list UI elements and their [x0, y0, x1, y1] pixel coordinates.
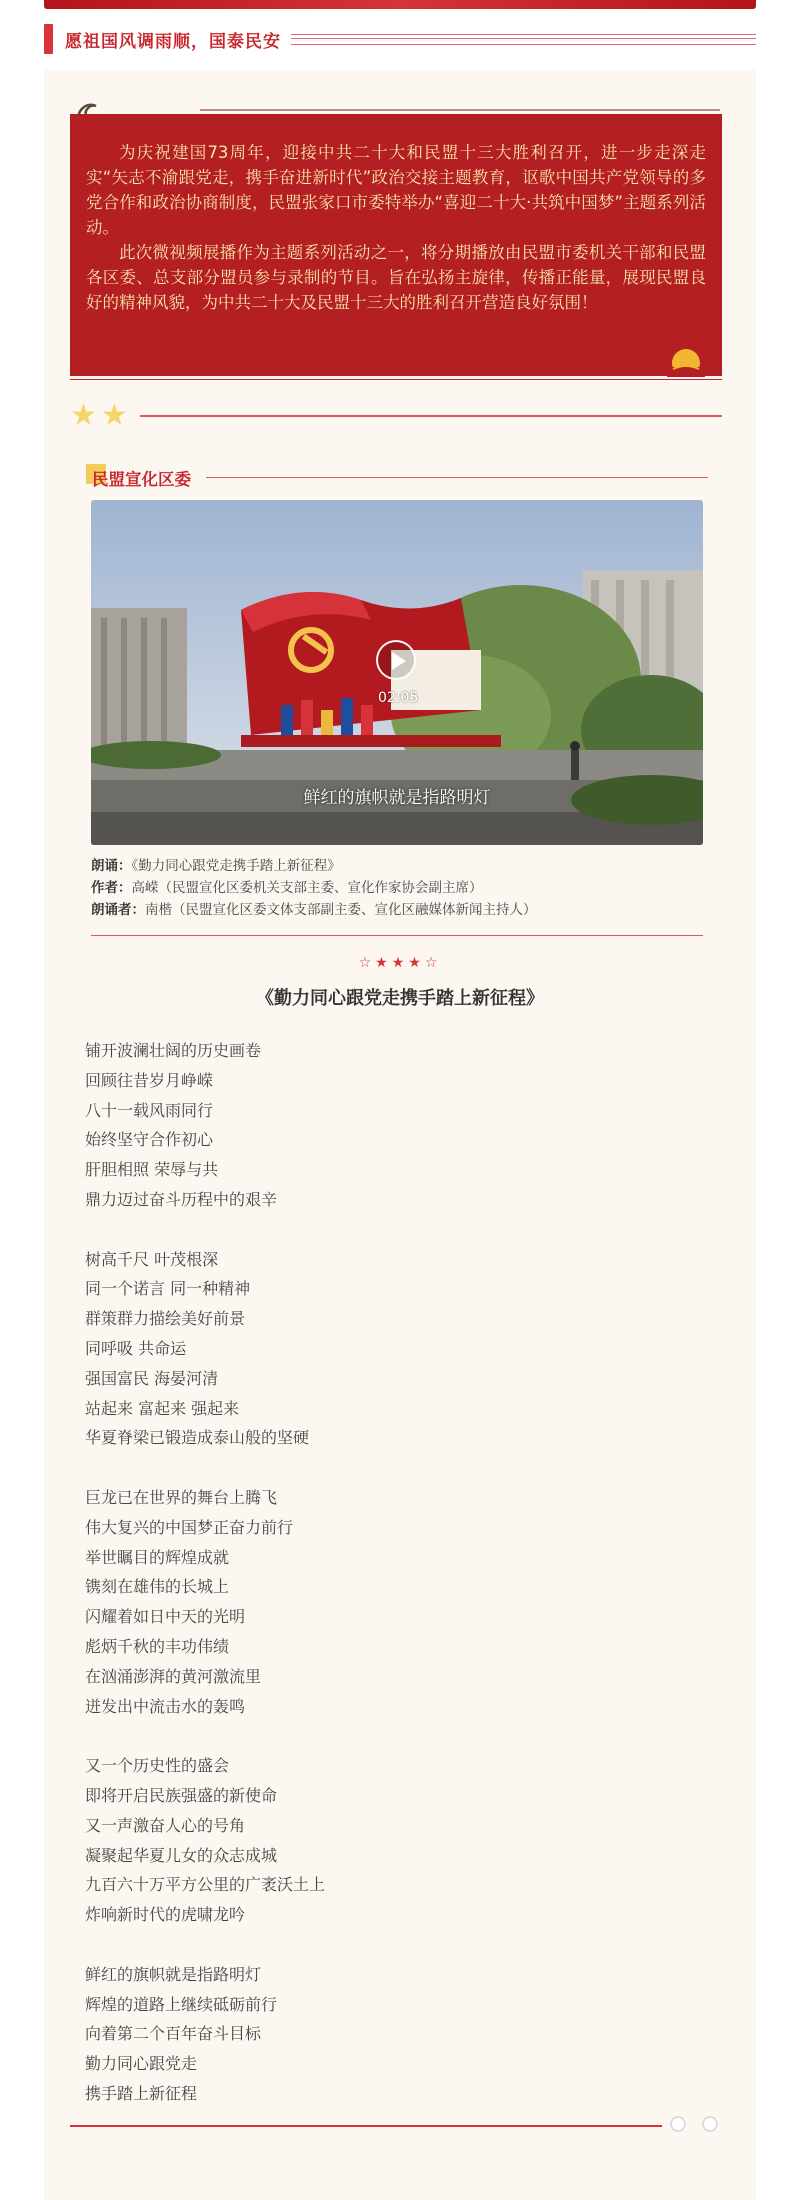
section-heading	[86, 462, 708, 492]
section-label: 民盟宣化区委	[92, 470, 191, 489]
poem-line: 九百六十万平方公里的广袤沃土上	[85, 1875, 326, 1895]
footer-line	[70, 2125, 662, 2127]
poem-line: 伟大复兴的中国梦正奋力前行	[85, 1517, 294, 1537]
stars-divider	[70, 398, 722, 433]
star-rating	[0, 955, 800, 971]
poem-line: 辉煌的道路上继续砥砺前行	[85, 1994, 278, 2014]
poem-line: 树高千尺 叶茂根深	[85, 1249, 219, 1269]
poem-line: 携手踏上新征程	[85, 2083, 198, 2103]
credits-divider	[91, 935, 703, 936]
header-decoration-lines	[291, 34, 756, 45]
footer	[70, 2114, 722, 2136]
intro-box	[70, 114, 722, 376]
star-icon: ★	[70, 398, 97, 433]
video-duration: 02:05	[378, 690, 419, 706]
poem-line: 铺开波澜壮阔的历史画卷	[85, 1041, 262, 1060]
credit-recite-value: 《勤力同心跟党走携手踏上新征程》	[131, 858, 341, 874]
intro-paragraph-2: 此次微视频展播作为主题系列活动之一，将分期播放由民盟市委机关干部和民盟各区委、总支部分盟员参与录制的节目。旨在弘扬主旋律，传播正能量，展现民盟良好的精神风貌，为中共二十大及民盟十三大的胜利召开营造良好氛围！	[86, 243, 706, 312]
poem-line: 同一个诺言 同一种精神	[85, 1279, 251, 1299]
stanza-gap	[85, 1930, 685, 1960]
poem-line: 凝聚起华夏儿女的众志成城	[85, 1845, 278, 1865]
stanza-gap	[85, 1215, 685, 1245]
star-filled-icons: ★★★	[375, 955, 425, 971]
top-banner	[44, 0, 756, 9]
poem-line: 又一声激奋人心的号角	[85, 1815, 246, 1835]
poem-body	[85, 1036, 685, 2109]
poem-line: 镌刻在雄伟的长城上	[85, 1577, 230, 1597]
header-bar	[44, 24, 756, 54]
poem-line: 闪耀着如日中天的光明	[85, 1607, 246, 1627]
star-icon: ★	[100, 398, 128, 433]
poem-line: 强国富民 海晏河清	[85, 1368, 219, 1388]
poem-line: 勤力同心跟党走	[85, 2054, 198, 2074]
poem-line: 在汹涌澎湃的黄河激流里	[85, 1666, 262, 1686]
poem-line: 又一个历史性的盛会	[85, 1756, 230, 1776]
video-subtitle: 鲜红的旗帜就是指路明灯	[303, 788, 491, 808]
poem-line: 即将开启民族强盛的新使命	[85, 1785, 278, 1805]
credit-author-key: 作者：	[91, 880, 132, 896]
poem-line: 巨龙已在世界的舞台上腾飞	[85, 1487, 278, 1507]
poem-line: 始终坚守合作初心	[85, 1130, 214, 1150]
intro-underline	[70, 379, 722, 380]
intro-paragraph-1: 为庆祝建国73周年，迎接中共二十大和民盟十三大胜利召开，进一步走深走实“矢志不渝跟党走，携手奋进新时代”政治交接主题教育，讴歌中国共产党领导的多党合作和政治协商制度，民盟张家口市委特举办“喜迎二十大·共筑中国梦”主题系列活动。	[86, 143, 706, 237]
sun-icon	[667, 345, 705, 377]
credit-author	[91, 877, 711, 899]
poem-line: 回顾往昔岁月峥嵘	[85, 1070, 214, 1090]
poem-line: 举世瞩目的辉煌成就	[85, 1547, 230, 1567]
credit-reader	[91, 899, 711, 921]
star-outline-icon: ☆	[358, 955, 376, 971]
poem-line: 华夏脊梁已锻造成泰山般的坚硬	[85, 1428, 310, 1448]
intro-top-line	[200, 109, 720, 111]
poem-line: 站起来 富起来 强起来	[85, 1398, 240, 1418]
credit-reader-value: 南楷（民盟宣化区委文体支部副主委、宣化区融媒体新闻主持人）	[145, 902, 537, 918]
credit-recite	[91, 855, 711, 877]
play-icon[interactable]	[376, 640, 416, 680]
poem-line: 群策群力描绘美好前景	[85, 1309, 246, 1329]
poem-line: 八十一载风雨同行	[85, 1100, 214, 1120]
circle-icon	[670, 2116, 686, 2132]
poem-line: 鼎力迈过奋斗历程中的艰辛	[85, 1189, 278, 1209]
circle-icon	[702, 2116, 718, 2132]
stanza-gap	[85, 1721, 685, 1751]
poem-line: 向着第二个百年奋斗目标	[85, 2024, 262, 2044]
credits	[91, 855, 711, 921]
poem-line: 彪炳千秋的丰功伟绩	[85, 1636, 230, 1656]
credit-reader-key: 朗诵者：	[91, 902, 145, 918]
poem-line: 肝胆相照 荣辱与共	[85, 1160, 219, 1180]
section-line	[206, 477, 708, 478]
video-player[interactable]	[91, 500, 703, 845]
poem-title: 《勤力同心跟党走携手踏上新征程》	[256, 988, 544, 1009]
stanza-gap	[85, 1453, 685, 1483]
header-title: 愿祖国风调雨顺，国泰民安	[65, 31, 281, 52]
divider-line	[140, 415, 722, 417]
star-outline-icon: ☆	[424, 955, 442, 971]
poem-line: 同呼吸 共命运	[85, 1338, 187, 1358]
poem-line: 迸发出中流击水的轰鸣	[85, 1696, 246, 1716]
header-accent-bar	[44, 24, 53, 54]
poem-line: 炸响新时代的虎啸龙吟	[85, 1905, 246, 1925]
credit-recite-key: 朗诵：	[91, 858, 132, 874]
poem-line: 鲜红的旗帜就是指路明灯	[85, 1964, 262, 1984]
credit-author-value: 高嵘（民盟宣化区委机关支部主委、宣化作家协会副主席）	[131, 880, 483, 896]
